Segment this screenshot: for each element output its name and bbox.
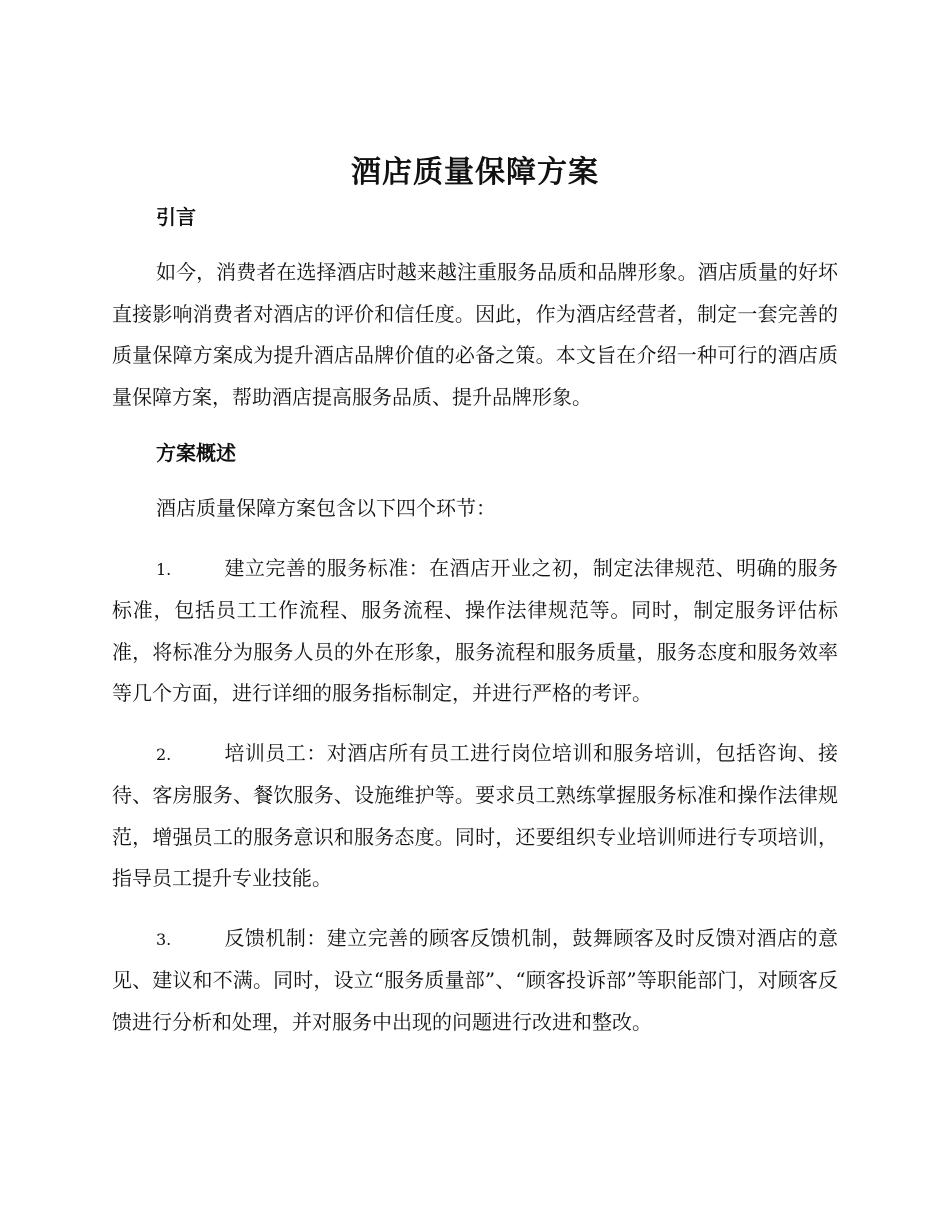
list-item-text: 培训员工：对酒店所有员工进行岗位培训和服务培训，包括咨询、接待、客房服务、餐饮服务、设施维护等。要求员工熟练掌握服务标准和操作法律规范，增强员工的服务意识和服务态度。同时，还要组织专业培训师进行专项培训，指导员工提升专业技能。 — [112, 740, 838, 890]
list-item-text: 建立完善的服务标准：在酒店开业之初，制定法律规范、明确的服务标准，包括员工工作流程、服务流程、操作法律规范等。同时，制定服务评估标准，将标准分为服务人员的外在形象，服务流程和服务质量，服务态度和服务效率等几个方面，进行详细的服务指标制定，并进行严格的考评。 — [112, 555, 838, 705]
overview-intro: 酒店质量保障方案包含以下四个环节： — [156, 496, 496, 520]
list-item — [112, 548, 838, 715]
list-item — [112, 918, 838, 1044]
list-item-number: 2. — [156, 744, 172, 764]
list-item-text: 反馈机制：建立完善的顾客反馈机制，鼓舞顾客及时反馈对酒店的意见、建议和不满。同时，设立“服务质量部”、“顾客投诉部”等职能部门，对顾客反馈进行分析和处理，并对服务中出现的问题进行改进和整改。 — [112, 925, 838, 1034]
section-heading-introduction: 引言 — [156, 205, 196, 229]
document-title: 酒店质量保障方案 — [351, 155, 599, 190]
document-content — [112, 200, 838, 1043]
section-heading-overview: 方案概述 — [156, 441, 236, 465]
list-item-number: 3. — [156, 929, 172, 949]
introduction-paragraph: 如今，消费者在选择酒店时越来越注重服务品质和品牌形象。酒店质量的好坏直接影响消费者对酒店的评价和信任度。因此，作为酒店经营者，制定一套完善的质量保障方案成为提升酒店品牌价值的必备之策。本文旨在介绍一种可行的酒店质量保障方案，帮助酒店提高服务品质、提升品牌形象。 — [112, 260, 838, 409]
list-item — [112, 733, 838, 900]
list-item-number: 1. — [156, 559, 172, 579]
